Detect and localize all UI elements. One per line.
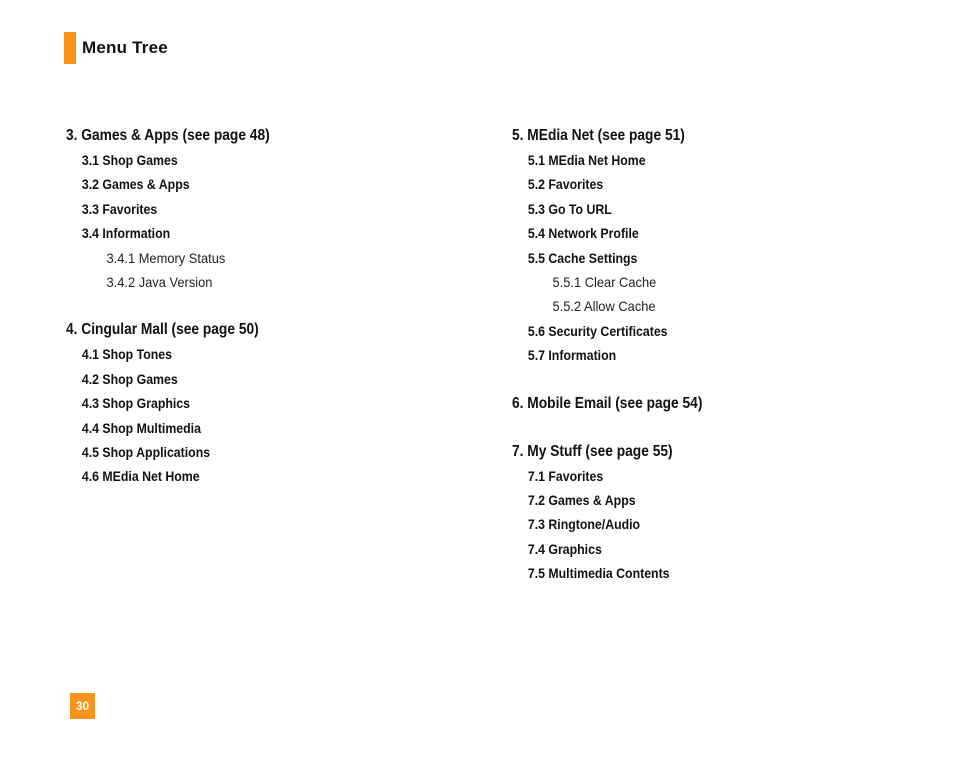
section-my-stuff: [512, 440, 733, 586]
menu-item: 5.5 Cache Settings: [527, 249, 638, 266]
page-number: 30: [70, 693, 95, 719]
section-title: 5. MEdia Net (see page 51): [512, 127, 685, 144]
menu-item: 7.5 Multimedia Contents: [527, 565, 670, 582]
menu-item: 4.4 Shop Multimedia: [81, 419, 201, 436]
left-column: [66, 124, 303, 489]
header-accent-bar: [64, 32, 76, 64]
menu-subitem: 3.4.2 Java Version: [106, 273, 213, 290]
menu-item: 7.2 Games & Apps: [527, 491, 636, 508]
menu-item: 3.4 Information: [81, 225, 171, 242]
page-header: [64, 32, 168, 64]
menu-item: 3.3 Favorites: [81, 200, 158, 217]
section-title: 7. My Stuff (see page 55): [512, 442, 673, 460]
section-title: 4. Cingular Mall (see page 50): [66, 321, 259, 339]
section-mobile-email: [512, 392, 733, 416]
right-column: [512, 124, 733, 585]
menu-item: 7.3 Ringtone/Audio: [527, 516, 641, 533]
menu-item: 5.7 Information: [527, 347, 617, 364]
section-games-apps: [66, 124, 303, 294]
menu-item: 7.4 Graphics: [527, 540, 602, 557]
menu-subitem: 5.5.2 Allow Cache: [552, 298, 656, 315]
menu-item: 4.6 MEdia Net Home: [81, 468, 200, 485]
page-title: Menu Tree: [82, 38, 168, 57]
section-title: 6. Mobile Email (see page 54): [512, 394, 703, 412]
section-spacer: [66, 294, 303, 318]
menu-item: 5.1 MEdia Net Home: [527, 152, 646, 168]
menu-item: 5.4 Network Profile: [527, 225, 639, 242]
menu-item: 4.1 Shop Tones: [81, 346, 172, 363]
menu-item: 5.2 Favorites: [527, 176, 604, 193]
menu-subitem: 5.5.1 Clear Cache: [552, 273, 657, 290]
menu-item: 5.6 Security Certificates: [527, 322, 668, 339]
menu-item: 4.5 Shop Applications: [81, 443, 211, 460]
menu-item: 7.1 Favorites: [527, 467, 604, 484]
menu-item: 4.3 Shop Graphics: [81, 395, 191, 412]
menu-item: 3.2 Games & Apps: [81, 176, 190, 193]
menu-subitem: 3.4.1 Memory Status: [106, 249, 226, 266]
section-cingular-mall: [66, 318, 303, 488]
section-spacer: [512, 368, 733, 392]
menu-item: 5.3 Go To URL: [527, 200, 612, 217]
menu-item: 4.2 Shop Games: [81, 370, 178, 387]
menu-item: 3.1 Shop Games: [81, 152, 178, 168]
section-media-net: [512, 124, 733, 368]
section-title: 3. Games & Apps (see page 48): [66, 127, 270, 144]
section-spacer: [512, 416, 733, 440]
